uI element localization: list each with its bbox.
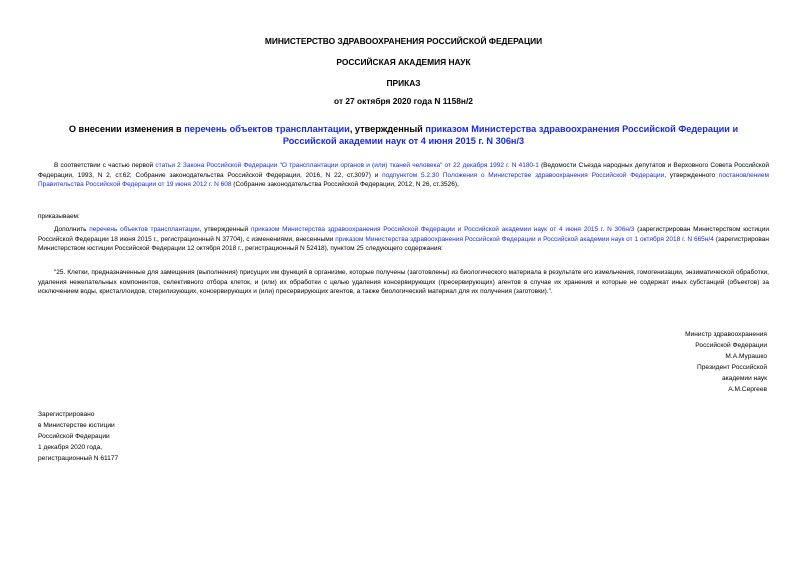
date-number-heading: от 27 октября 2020 года N 1158н/2	[334, 96, 473, 106]
law-article-2-link[interactable]: статьи 2 Закона Российской Федерации "О трансплантации органов и (или) тканей человека" от 22 декабря 1992 г. N 4180-1	[155, 162, 539, 169]
registration-line: регистрационный N 61177	[38, 455, 119, 462]
clause-text: , утвержденный	[199, 226, 252, 233]
order-665n4-link[interactable]: приказом Министерства здравоохранения Российской Федерации и Российской академии наук от 1 октября 2018 г. N 665н/4	[335, 235, 714, 243]
academy-heading: РОССИЙСКАЯ АКАДЕМИЯ НАУК	[336, 57, 471, 67]
transplant-list-link[interactable]: перечень объектов трансплантации	[89, 226, 200, 233]
registration-block	[38, 409, 258, 464]
signature-line: А.М.Сергеев	[728, 386, 767, 393]
doc-type-heading: ПРИКАЗ	[386, 78, 421, 88]
signature-line: Министр здравоохранения	[685, 331, 767, 338]
order-306n3-link[interactable]: приказом Министерства здравоохранения Российской Федерации и Российской академии наук от 4 июня 2015 г. N 306н/3	[282, 124, 739, 146]
preamble-text: (Собрание законодательства Российской Федерации, 2012, N 26, ст.3526),	[231, 181, 459, 189]
transplant-list-link[interactable]: перечень объектов трансплантации	[184, 124, 350, 134]
signature-line: Российской Федерации	[695, 342, 767, 349]
title-text: О внесении изменения в	[68, 124, 185, 134]
registration-line: 1 декабря 2020 года,	[38, 444, 103, 451]
preamble-text: , утвержденного	[664, 171, 719, 179]
preamble-paragraph	[38, 161, 769, 190]
order-306n3-link[interactable]: приказом Министерства здравоохранения Российской Федерации и Российской академии наук от 4 июня 2015 г. N 306н/3	[251, 226, 635, 233]
regulation-subclause-link[interactable]: подпунктом 5.2.30 Положения о Министерстве здравоохранения Российской Федерации	[382, 171, 665, 179]
registration-line: Российской Федерации	[38, 433, 110, 440]
clause-text: (зарегистрирован Министерством юстиции Российской Федерации 12 октября 2018 г., регистрационный N 52418), пунктом 25 следующего содержания:	[38, 235, 769, 253]
signature-line: Президент Российской	[697, 364, 767, 371]
ministry-heading: МИНИСТЕРСТВО ЗДРАВООХРАНЕНИЯ РОССИЙСКОЙ ФЕДЕРАЦИИ	[264, 36, 543, 46]
clause-paragraph	[38, 225, 769, 254]
clause-text: (зарегистрирован Министерством юстиции Российской Федерации 18 июня 2015 г., регистрационный N 37704), с изменениями, внесенными	[38, 226, 769, 243]
registration-line: Зарегистрировано	[38, 411, 95, 418]
document-title	[60, 123, 747, 147]
preamble-text: В соответствии с частью первой	[54, 162, 156, 169]
clause-text: Дополнить	[54, 226, 90, 233]
signature-line: академии наук	[721, 375, 767, 382]
order-word: приказываем:	[38, 213, 80, 220]
signature-line: М.А.Мурашко	[725, 353, 767, 360]
item-25-paragraph: "25. Клетки, предназначенные для замещения (выполнения) присущих им функций в организме, которые получены (заготовлены) из биологического материала в результате его измельчения, гомогенизации, энзиматической обработки, удаления нежелательных компонентов, селективного отбора клеток, и (или) их обработки с целью удаления консервирующих (пресервирующих) агентов в случае их хранения и которые не содержат иных субстанций (объектов) за исключением воды, кристаллоидов, стерилизующих, консервирующих и (или) пресервирующих агентов, а также биологический материал для их получения (заготовки).".	[38, 269, 769, 296]
signatures-block	[547, 329, 767, 395]
government-decree-link[interactable]: постановлением Правительства Российской Федерации от 19 июня 2012 г. N 608	[38, 171, 770, 189]
preamble-text: (Ведомости Съезда народных депутатов и Верховного Совета Российской Федерации, 1993, N 2, ст.62; Собрание законодательства Российской Федерации, 2016, N 22, ст.3097) и	[38, 162, 770, 179]
title-text: , утвержденный	[349, 124, 426, 134]
registration-line: в Министерстве юстиции	[38, 422, 115, 429]
